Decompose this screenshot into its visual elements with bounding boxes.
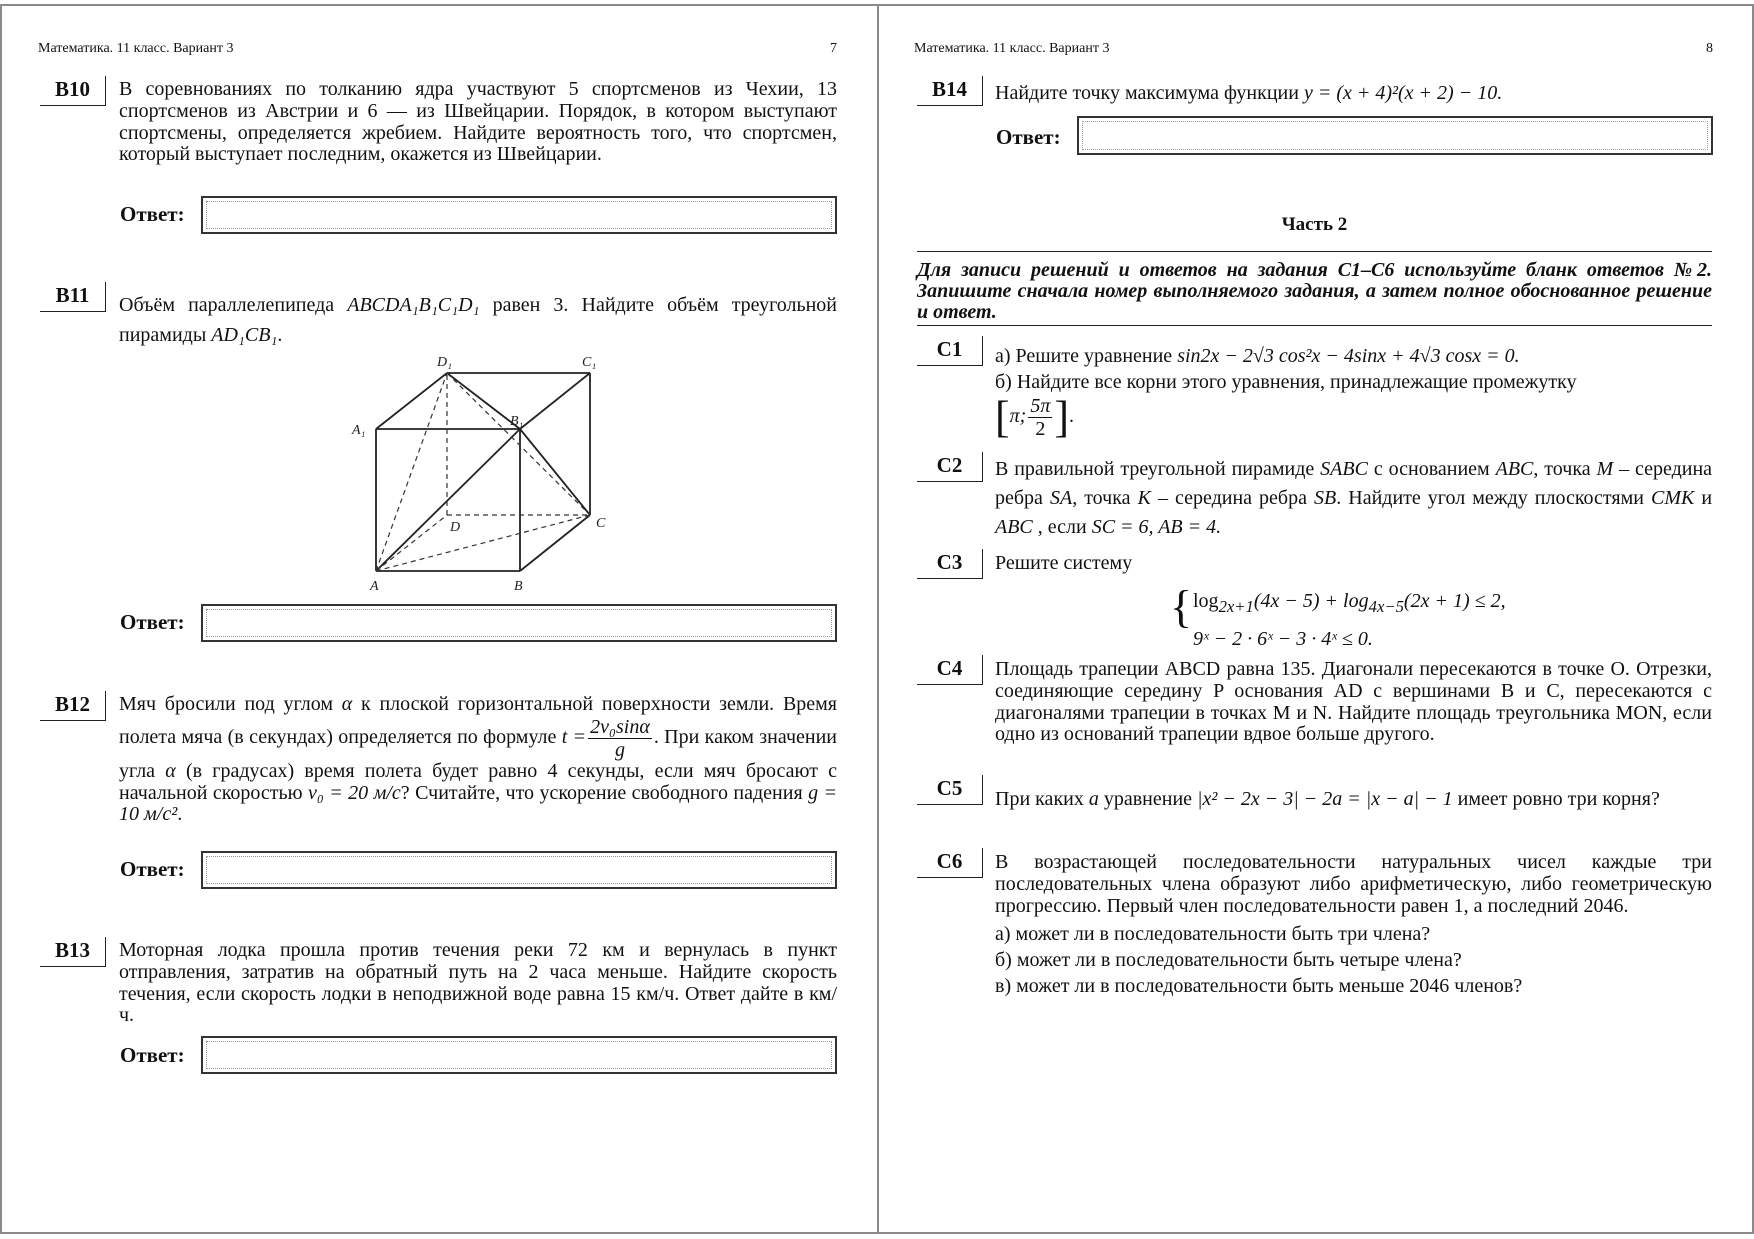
task-c1-text xyxy=(995,343,1712,440)
text: уравнение xyxy=(1103,788,1193,810)
text: , точка xyxy=(1533,458,1591,480)
text: (2x + 1) ≤ 2, xyxy=(1403,590,1506,612)
c6-question-b: б) может ли в последовательности быть четыре члена? xyxy=(995,949,1462,972)
vertex-label-a: A xyxy=(370,579,379,594)
math: SC = 6, AB = 4. xyxy=(1091,516,1222,538)
task-label-b12: B12 xyxy=(40,691,106,721)
vertex-label-d1: D₁ xyxy=(437,355,452,370)
math: M xyxy=(1596,458,1614,480)
task-label-b13: B13 xyxy=(40,937,106,967)
text: В правильной треугольной пирамиде xyxy=(995,458,1315,480)
text: В возрастающей последовательности натуральных чисел каждые три последовательных члена образуют либо арифметическую, либо геометрическую прогрессию. Первый член последовательности равен 1, а последний 2046. xyxy=(995,851,1712,917)
task-label-c2: C2 xyxy=(917,452,983,482)
task-b13-text: Моторная лодка прошла против течения реки 72 км и вернулась в пункт отправления, затратив на обратный путь на 2 часа меньше. Найдите скорость течения, если скорость лодки в неподвижной воде равна 15 км/ч. Ответ дайте в км/ч. xyxy=(119,939,837,1027)
task-b12-text xyxy=(119,694,837,826)
answer-box-b10[interactable] xyxy=(201,196,837,234)
numerator: 5π xyxy=(1030,395,1051,417)
math: a xyxy=(1088,788,1099,810)
vertex-label-b: B xyxy=(514,579,523,594)
answer-label: Ответ: xyxy=(120,857,185,881)
solid-edges xyxy=(376,373,590,571)
text: равен 3. Найдите объём треугольной пирамиды xyxy=(119,294,838,346)
answer-box-b13[interactable] xyxy=(201,1036,837,1074)
page-number: 7 xyxy=(830,41,837,56)
formula: |x² − 2x − 3| − 2a = |x − a| − 1 xyxy=(1197,788,1453,810)
task-label-c1: C1 xyxy=(917,336,983,366)
divider xyxy=(917,325,1712,326)
math: CMK xyxy=(1651,487,1695,509)
formula: sin2x − 2√3 cos²x − 4sinx + 4√3 cosx = 0. xyxy=(1177,345,1520,367)
vertex-label-d: D xyxy=(450,520,461,535)
vertex-label-a1: A₁ xyxy=(352,423,366,438)
answer-box-b11[interactable] xyxy=(201,604,837,642)
math: v₀ = 20 м/с xyxy=(308,781,401,804)
text: к плоской горизонтальной поверхности земли. Время полета мяча (в секундах) определяется по формуле xyxy=(119,693,838,748)
text: . При каком значении угла xyxy=(119,725,838,782)
text: . Найдите угол между плоскостями xyxy=(1336,487,1644,509)
math: SB xyxy=(1314,487,1337,509)
math: ABC xyxy=(1495,458,1534,480)
text: – середина ребра xyxy=(1157,487,1307,509)
formula: y = (x + 4)²(x + 2) − 10. xyxy=(1303,82,1503,104)
math: ABC xyxy=(995,516,1033,538)
task-c6-text xyxy=(995,852,1712,999)
vertex-label-c1: C₁ xyxy=(582,355,597,370)
math: SABC xyxy=(1320,458,1368,480)
task-c5-text xyxy=(995,783,1712,816)
system-line-2 xyxy=(1193,623,1613,656)
task-label-c6: C6 xyxy=(917,848,983,878)
text: Мяч бросили под углом xyxy=(119,693,333,715)
text: ? Считайте, что ускорение свободного падения xyxy=(400,781,803,804)
system-line-1 xyxy=(1193,585,1613,623)
c6-question-c: в) может ли в последовательности быть меньше 2046 членов? xyxy=(995,975,1523,998)
denominator: 2 xyxy=(1035,418,1046,440)
log-base: 2x+1 xyxy=(1218,597,1254,616)
math: α xyxy=(165,759,176,782)
interval-left: π; xyxy=(1009,405,1027,428)
task-b14-text xyxy=(995,83,1712,105)
interval: [π; $\frac{5\pi}{2}$ ]. xyxy=(995,392,1075,442)
equation-system xyxy=(1193,585,1613,656)
task-label-b10: B10 xyxy=(40,76,106,106)
answer-label: Ответ: xyxy=(120,1043,185,1067)
math: α xyxy=(341,693,353,715)
page-header: Математика. 11 класс. Вариант 3 xyxy=(38,41,234,56)
vertex-label-c: C xyxy=(596,516,606,531)
task-c3-text: Решите систему xyxy=(995,552,1133,574)
text: (4x − 5) + log xyxy=(1253,590,1369,612)
log-base: 4x−5 xyxy=(1368,597,1404,616)
label-text: B11 xyxy=(55,283,90,307)
c1-part-a xyxy=(995,343,1712,369)
text: log xyxy=(1193,590,1219,612)
math: SA xyxy=(1049,487,1073,509)
text: (в градусах) время полета будет равно 4 секунды, если мяч бросают с начальной скоростью xyxy=(119,759,838,804)
task-label-b11 xyxy=(40,282,106,312)
text: 9ˣ − 2 · 6ˣ − 3 · 4ˣ ≤ 0. xyxy=(1193,628,1373,650)
math: K xyxy=(1137,487,1151,509)
numerator: 2v₀sinα xyxy=(590,715,650,738)
math: ABCDA₁B₁C₁D₁ xyxy=(347,294,480,316)
text: Найдите точку максимума функции xyxy=(995,82,1299,104)
task-c2-text xyxy=(995,455,1712,542)
formula-fraction xyxy=(588,716,652,761)
part2-instructions: Для записи решений и ответов на задания С1–С6 используйте бланк ответов №2. Запишите сначала номер выполняемого задания, а затем полное обоснованное решение и ответ. xyxy=(917,259,1712,323)
text: , точка xyxy=(1072,487,1131,509)
text: и xyxy=(1701,487,1713,509)
task-label-c3: C3 xyxy=(917,549,983,579)
math: g = 10 м/с² xyxy=(119,781,837,826)
text: . xyxy=(177,803,183,826)
c1-part-b: б) Найдите все корни этого уравнения, принадлежащие промежутку xyxy=(995,371,1577,393)
task-label-b14: B14 xyxy=(917,76,983,106)
math: AD₁CB₁ xyxy=(211,324,278,346)
page-number: 8 xyxy=(1706,41,1713,56)
parallelepiped-figure xyxy=(340,340,620,600)
answer-box-b12[interactable] xyxy=(201,851,837,889)
answer-label: Ответ: xyxy=(120,202,185,226)
system-brace: { xyxy=(1170,581,1193,632)
page-header: Математика. 11 класс. Вариант 3 xyxy=(914,41,1110,56)
vertex-label-b1: B₁ xyxy=(510,414,524,429)
text: Объём параллелепипеда xyxy=(119,294,335,316)
text: – середина ребра xyxy=(995,458,1713,509)
divider xyxy=(917,251,1712,252)
formula-lhs: t = xyxy=(561,725,587,748)
task-c4-text: Площадь трапеции ABCD равна 135. Диагонали пересекаются в точке O. Отрезки, соединяющие середину P основания AD с вершинами B и C, пересекаются с диагоналями трапеции в точках M и N. Найдите площадь треугольника MON, если одно из оснований трапеции вдвое больше другого. xyxy=(995,658,1712,746)
task-b10-text: В соревнованиях по толканию ядра участвуют 5 спортсменов из Чехии, 13 спортсменов из Австрии и 6 — из Швейцарии. Порядок, в котором выступают спортсмены, определяется жребием. Найдите вероятность того, что спортсмен, который выступает последним, окажется из Швейцарии. xyxy=(119,78,837,166)
task-label-c4: C4 xyxy=(917,655,983,685)
denominator: g xyxy=(615,738,625,761)
answer-label: Ответ: xyxy=(120,610,185,634)
text: имеет ровно три корня? xyxy=(1457,788,1660,810)
answer-label: Ответ: xyxy=(996,125,1061,149)
text: При каких xyxy=(995,788,1084,810)
text: , если xyxy=(1037,516,1087,538)
part-title: Часть 2 xyxy=(1281,214,1348,235)
answer-box-b14[interactable] xyxy=(1077,116,1713,155)
text: а) Решите уравнение xyxy=(995,345,1173,367)
c6-question-a: а) может ли в последовательности быть три члена? xyxy=(995,923,1431,946)
text: с основанием xyxy=(1373,458,1490,480)
text: . xyxy=(277,324,283,346)
task-label-c5: C5 xyxy=(917,775,983,805)
